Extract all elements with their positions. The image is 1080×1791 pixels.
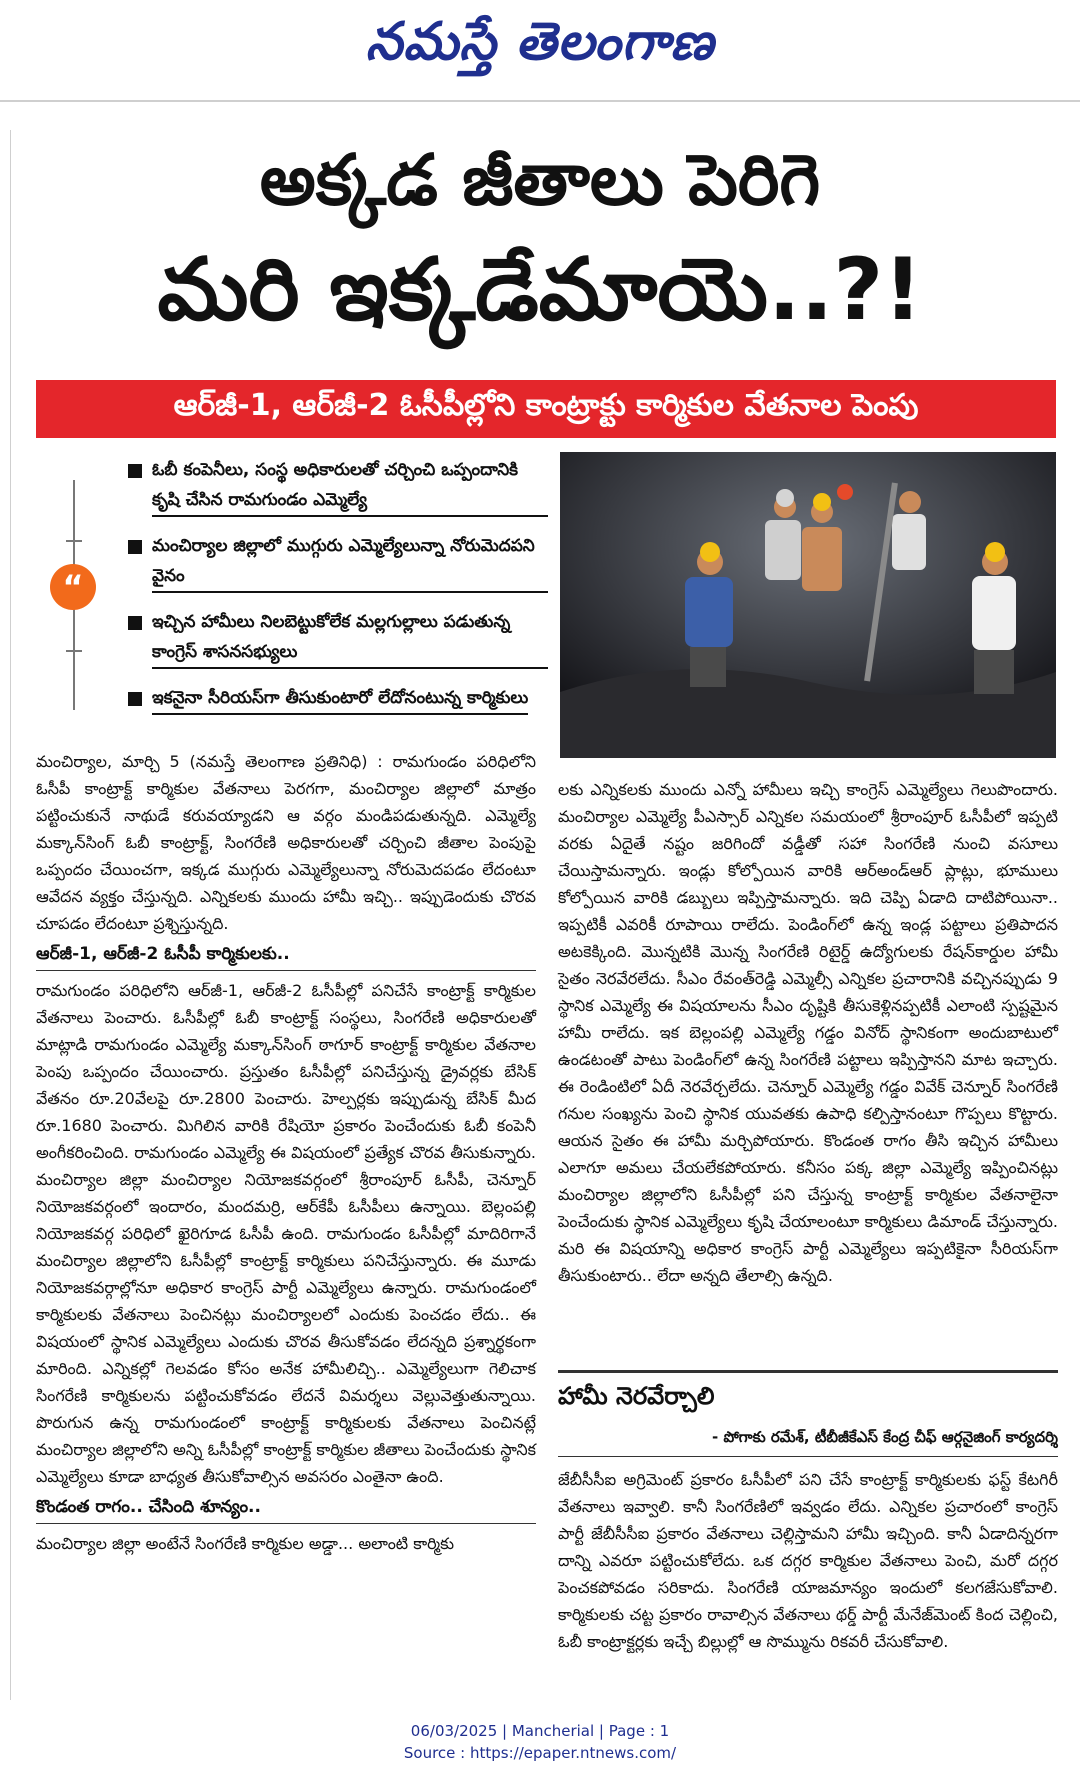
highlight-point [128, 683, 548, 715]
subheadline: ఆర్‌జీ-1, ఆర్‌జీ-2 ఓసీపీల్లోని కాంట్రాక్టు కార్మికుల వేతనాల పెంపు [173, 388, 919, 423]
masthead-title: నమస్తే తెలంగాణ [365, 11, 715, 72]
sidebar-box-heading-wrap [558, 1370, 1058, 1419]
source-link[interactable]: Source : https://epaper.ntnews.com/ [403, 1744, 677, 1762]
headline-line-1: అక్కడ జీతాలు పెరిగె [259, 139, 821, 221]
highlight-point [128, 455, 548, 517]
highlight-text: ఇకనైనా సీరియస్‌గా తీసుకుంటారో లేదోనంటున్న కార్మికులు [152, 683, 528, 715]
article-paragraph: రామగుండం పరిధిలోని ఆర్‌జీ-1, ఆర్‌జీ-2 ఓసీపీల్లో పనిచేసే కాంట్రాక్ట్‌ కార్మికుల వేతనాలు పెంచారు. ఓసీపీల్లో ఓబీ కాంట్రాక్ట్‌ సంస్థలు, సింగరేణి అధికారులతో మాట్లాడి రామగుండం ఎమ్మెల్యే మక్కాన్‌సింగ్‌ ఠాగూర్‌ కాంట్రాక్ట్‌ కార్మికుల వేతనాల పెంపు ఒప్పందం చేయించారు. ప్రస్తుతం ఓసీపీల్లో పనిచేస్తున్న డ్రైవర్లకు బేసిక్‌ వేతనం రూ.20వేలపై రూ.2800 పెంచారు. హెల్పర్లకు ఇప్పుడున్న బేసిక్‌ మీద రూ.1680 పెంచారు. మిగిలిన వారికి రేషియో ప్రకారం పెంచేందుకు ఓబీ కంపెనీ అంగీకరించింది. రామగుండం ఎమ్మెల్యే ఈ విషయంలో ప్రత్యేక చొరవ తీసుకున్నారు. మంచిర్యాల జిల్లా మంచిర్యాల నియోజకవర్గంలో శ్రీరాంపూర్‌ ఓసీపీ, చెన్నూర్‌ నియోజకవర్గంలో ఇందారం, మందమర్రి, ఆర్‌కేపీ ఓసీపీలు ఉన్నాయి. బెల్లంపల్లి నియోజకవర్గ పరిధిలో ఖైరిగూడ ఓసీపీ ఉంది. రామగుండం ఓసీపీల్లో మాదిరిగానే మంచిర్యాల జిల్లాలోని ఓసీపీల్లో కాంట్రాక్ట్‌ కార్మికులు పనిచేస్తున్నారు. ఈ మూడు నియోజకవర్గాల్లోనూ అధికార కాంగ్రెస్‌ పార్టీ ఎమ్మెల్యేలు ఉన్నారు. రామగుండంలో కార్మికులకు వేతనాలు పెంచినట్లు మంచిర్యాలలో ఎందుకు పెంచడం లేదు.. ఈ విషయంలో స్థానిక ఎమ్మెల్యేలు ఎందుకు చొరవ తీసుకోవడం లేదన్నది ప్రశ్నార్థకంగా మారింది. ఎన్నికల్లో గెలవడం కోసం అనేక హామీలిచ్చి.. ఎమ్మెల్యేలుగా గెలిచాక సింగరేణి కార్మికులను పట్టించుకోవడం లేదనే విమర్శలు వెల్లువెత్తుతున్నాయి. పొరుగున ఉన్న రామగుండంలో కాంట్రాక్ట్‌ కార్మికులకు వేతనాలు పెంచినట్లే మంచిర్యాల జిల్లాలోని అన్ని ఓసీపీల్లో కాంట్రాక్ట్‌ కార్మికుల జీతాలు పెంచేందుకు స్థానిక ఎమ్మెల్యేలు కూడా బాధ్యత తీసుకోవాల్సిన అవసరం ఎంతైనా ఉంది. [36, 981, 536, 1486]
highlight-text: ఓబీ కంపెనీలు, సంస్థ అధికారులతో చర్చించి ఒప్పందానికి కృషి చేసిన రామగుండం ఎమ్మెల్యే [152, 455, 548, 517]
sidebar-box-divider [558, 1456, 1058, 1457]
mine-workers-illustration [560, 452, 1056, 758]
bullet-icon [128, 540, 142, 554]
mine-workers-photo [560, 452, 1056, 758]
article-paragraph: లకు ఎన్నికలకు ముందు ఎన్నో హామీలు ఇచ్చి కాంగ్రెస్‌ ఎమ్మెల్యేలు గెలుపొందారు. మంచిర్యాల ఎమ్మెల్యే పీఎస్సార్‌ ఎన్నికల సమయంలో శ్రీరాంపూర్‌ ఓసీపీలో ఇప్పటి వరకు ఏదైతే నష్టం జరిగిందో వడ్డీతో సహా సింగరేణి నుంచి వసూలు చేయిస్తామన్నారు. ఇండ్లు కోల్పోయిన వారికి ఆర్‌అండ్‌ఆర్‌ ప్లాట్లు, భూములు కోల్పోయిన వారికి డబ్బులు ఇప్పిస్తామన్నారు. ఇది చెప్పి ఏడాది దాటిపోయినా.. ఇప్పటికీ ఎవరికీ రూపాయి రాలేదు. పెండింగ్‌లో ఉన్న ఇండ్ల పట్టాలు ప్రతిపాదన అటకెక్కింది. మొన్నటికి మొన్న సింగరేణి రిటైర్డ్‌ ఉద్యోగులకు రేషన్‌కార్డుల హామీ సైతం నెరవేరలేదు. సీఎం రేవంత్‌రెడ్డి ఎమ్మెల్సీ ఎన్నికల ప్రచారానికి వచ్చినప్పుడు 9 స్థానిక ఎమ్మెల్యే ఈ విషయాలను సీఎం దృష్టికి తీసుకెళ్లినప్పటికీ ఎలాంటి స్పష్టమైన హామీ రాలేదు. ఇక బెల్లంపల్లి ఎమ్మెల్యే గడ్డం వినోద్‌ స్థానికంగా అందుబాటులో ఉండటంతో పాటు పెండింగ్‌లో ఉన్న సింగరేణి పట్టాలు ఇప్పిస్తానని మాట ఇచ్చారు. ఈ రెండింటిలో ఏదీ నెరవేర్చలేదు. చెన్నూర్‌ ఎమ్మెల్యే గడ్డం వివేక్‌ చెన్నూర్‌ సింగరేణి గనుల సంఖ్యను పెంచి స్థానిక యువతకు ఉపాధి కల్పిస్తానంటూ గొప్పలు కొట్టారు. ఆయన సైతం ఈ హామీ మర్చిపోయారు. కొండంత రాగం తీసి ఇచ్చిన హామీలు ఎలాగూ అమలు చేయలేకపోయారు. కనీసం పక్క జిల్లా ఎమ్మెల్యే ఇప్పించినట్లు మంచిర్యాల జిల్లాలోని ఓసీపీల్లో పని చేస్తున్న కాంట్రాక్ట్‌ కార్మికుల వేతనాలైనా పెంచేందుకు స్థానిక ఎమ్మెల్యేలు కృషి చేయాలంటూ కార్మికులు డిమాండ్‌ చేస్తున్నారు. మరి ఈ విషయాన్ని అధికార కాంగ్రెస్‌ పార్టీ ఎమ్మెల్యేలు ఇప్పటికైనా సీరియస్‌గా తీసుకుంటారు.. లేదా అన్నది తేలాల్సి ఉన్నది. [558, 780, 1058, 1285]
article-paragraph: మంచిర్యాల జిల్లా అంటేనే సింగరేణి కార్మికుల అడ్డా... అలాంటి కార్మికు [36, 1534, 455, 1553]
article-paragraph: మంచిర్యాల, మార్చి 5 (నమస్తే తెలంగాణ ప్రతినిధి) : రామగుండం పరిధిలోని ఓసీపీ కాంట్రాక్ట్‌ కార్మికుల వేతనాలు పెరగగా, మంచిర్యాల జిల్లాలో మాత్రం పట్టించుకునే నాథుడే కరువయ్యాడని ఆ వర్గం మండిపడుతున్నది. ఎమ్మెల్యే మక్కాన్‌సింగ్‌ ఓబీ కాంట్రాక్ట్‌, సింగరేణి అధికారులతో చర్చించి జీతాల పెంపుపై ఒప్పందం చేయించగా, ఇక్కడ ముగ్గురు ఎమ్మెల్యేలున్నా నోరుమెదపడం లేదంటూ ఆవేదన వ్యక్తం చేస్తున్నది. ఎన్నికలకు ముందు హామీ ఇచ్చి.. ఇప్పుడెందుకు చొరవ చూపడం లేదంటూ ప్రశ్నిస్తున్నది. [36, 752, 536, 933]
subheadline-bar [36, 380, 1056, 438]
sidebar-box-byline: - పోగాకు రమేశ్‌, టీబీజీకేఎస్‌ కేంద్ర చీఫ్‌ ఆర్గనైజింగ్‌ కార్యదర్శి [712, 1428, 1058, 1446]
bullet-icon [128, 616, 142, 630]
quote-icon: “ [50, 564, 96, 610]
highlight-point [128, 531, 548, 593]
masthead-divider [0, 100, 1080, 102]
highlight-text: ఇచ్చిన హామీలు నిలబెట్టుకోలేక మల్లగుల్లాలు పడుతున్న కాంగ్రెస్‌ శాసనసభ్యులు [152, 607, 548, 669]
edition-info: 06/03/2025 | Mancherial | Page : 1 [410, 1722, 670, 1740]
sidebar-box-body: జేబీసీసీఐ అగ్రిమెంట్‌ ప్రకారం ఓసీపీలో పని చేసే కాంట్రాక్ట్‌ కార్మికులకు ఫస్ట్‌ కేటగిరీ వేతనాలు ఇవ్వాలి. కానీ సింగరేణిలో ఇవ్వడం లేదు. ఎన్నికల ప్రచారంలో కాంగ్రెస్‌ పార్టీ జేబీసీసీఐ ప్రకారం వేతనాలు చెల్లిస్తామని హామీ ఇచ్చింది. కానీ ఏడాదిన్నరగా దాన్ని ఎవరూ పట్టించుకోలేదు. ఒక దగ్గర కార్మికుల వేతనాలు పెంచి, మరో దగ్గర పెంచకపోవడం సరికాదు. సింగరేణి యాజమాన్యం ఇందులో కలగజేసుకోవాలి. కార్మికులకు చట్ట ప్రకారం రావాల్సిన వేతనాలు థర్డ్‌ పార్టీ మేనేజ్‌మెంట్‌ కింద చెల్లించి, ఓబీ కాంట్రాక్టర్లకు ఇచ్చే బిల్లుల్లో ఆ సొమ్మును రికవరీ చేసుకోవాలి. [558, 1470, 1058, 1651]
bullet-icon [128, 464, 142, 478]
quote-rule-tick [66, 650, 82, 652]
article-column-2 [558, 776, 1058, 1289]
highlight-point [128, 607, 548, 669]
highlight-points [128, 455, 548, 729]
highlight-text: మంచిర్యాల జిల్లాలో ముగ్గురు ఎమ్మెల్యేలున్నా నోరుమెదపని వైనం [152, 531, 548, 593]
section-subheading: కొండంత రాగం.. చేసింది శూన్యం.. [36, 1494, 536, 1524]
quote-rule-tick [66, 540, 82, 542]
section-subheading: ఆర్‌జీ-1, ఆర్‌జీ-2 ఓసీపీ కార్మికులకు.. [36, 941, 536, 971]
masthead [0, 0, 1080, 96]
headline-line-2: మరి ఇక్కడేమాయె..?! [157, 240, 923, 340]
article-column-1 [36, 748, 536, 1557]
sidebar-box-heading: హామీ నెరవేర్చాలి [558, 1382, 715, 1410]
bullet-icon [128, 692, 142, 706]
page-footer [0, 1720, 1080, 1764]
